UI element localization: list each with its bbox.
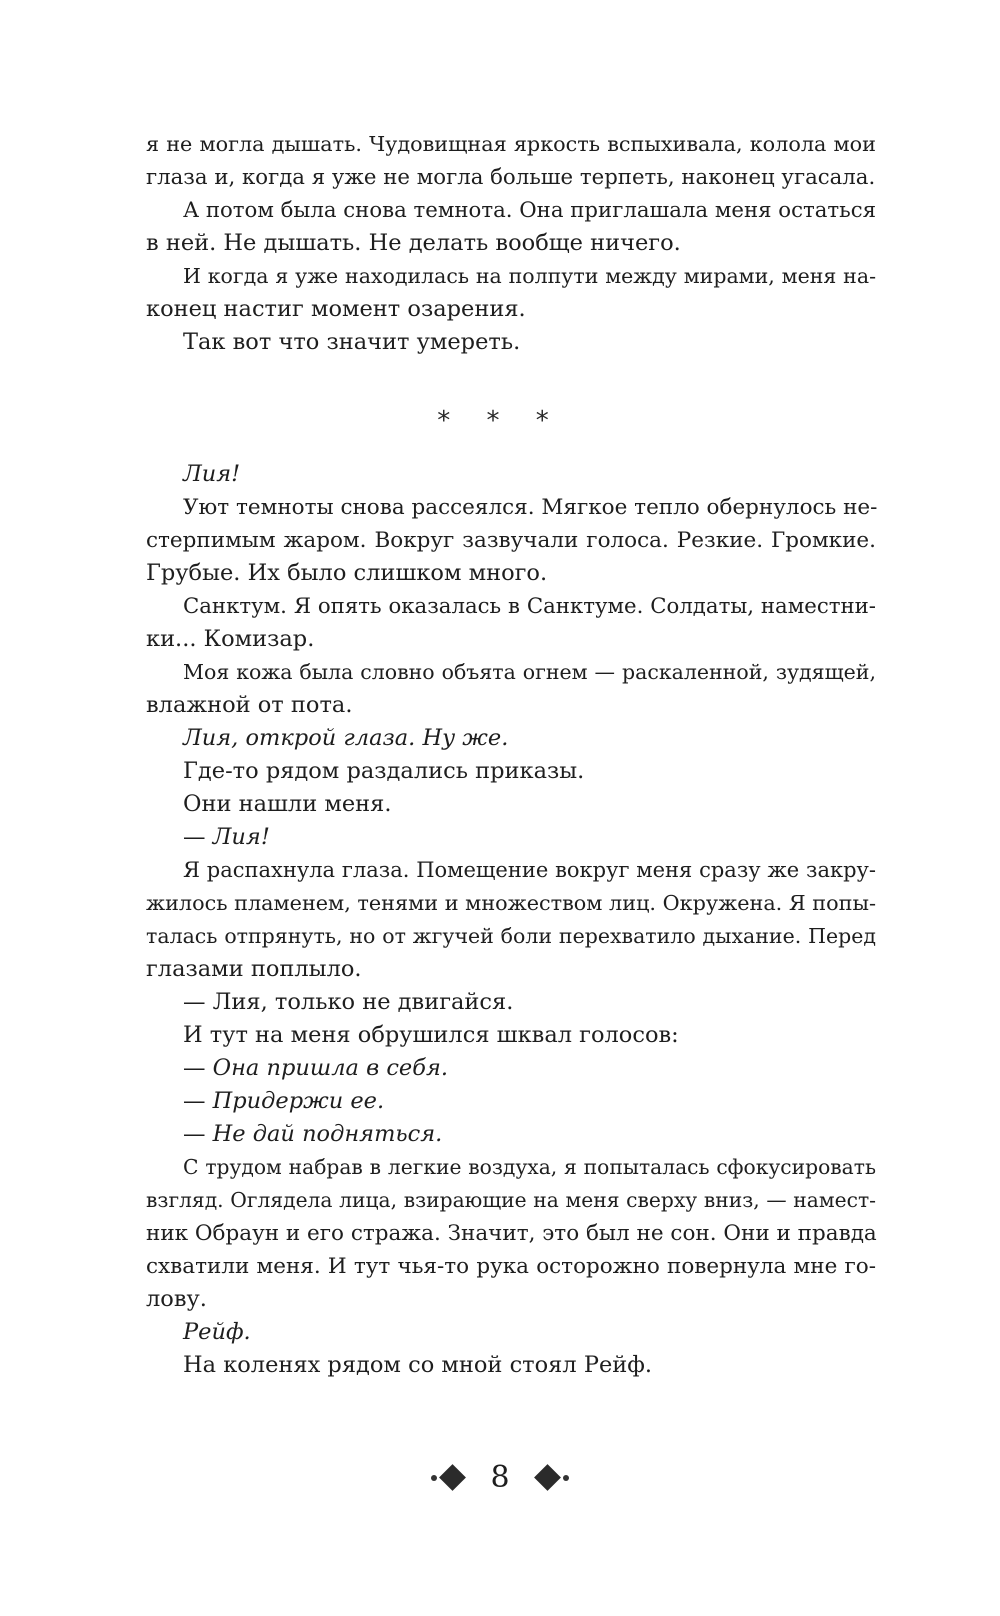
text-line: лову.: [146, 1286, 207, 1312]
text-line: схватили меня. И тут чья-то рука осторожно повернула мне го-: [146, 1254, 876, 1279]
text-line: талась отпрянуть, но от жгучей боли перехватило дыхание. Перед: [146, 924, 876, 948]
text-line: — Лия!: [183, 824, 270, 850]
text-line: — Придержи ее.: [183, 1088, 385, 1114]
text-line: Они нашли меня.: [183, 791, 392, 817]
page-number: 8: [490, 1460, 510, 1495]
text-line: я не могла дышать. Чудовищная яркость вспыхивала, колола мои: [146, 132, 876, 156]
text-line: глазами поплыло.: [146, 956, 362, 982]
text-line: ки... Комизар.: [146, 626, 315, 652]
text-line: Уют темноты снова рассеялся. Мягкое тепло обернулось не-: [183, 495, 878, 520]
text-line: — Она пришла в себя.: [183, 1055, 449, 1081]
text-line: глаза и, когда я уже не могла больше терпеть, наконец угасала.: [146, 165, 876, 190]
text-line: Лия!: [183, 461, 241, 487]
text-line: стерпимым жаром. Вокруг зазвучали голоса. Резкие. Громкие.: [146, 528, 876, 553]
text-line: Так вот что значит умереть.: [183, 329, 521, 355]
text-line: жилось пламенем, тенями и множеством лиц. Окружена. Я попы-: [146, 891, 876, 915]
text-line: И тут на меня обрушился шквал голосов:: [183, 1022, 679, 1048]
text-line: ник Обраун и его стража. Значит, это был не сон. Они и правда: [146, 1221, 877, 1246]
text-line: И когда я уже находилась на полпути между мирами, меня на-: [183, 264, 876, 288]
scene-separator: * * *: [437, 406, 563, 436]
text-line: На коленях рядом со мной стоял Рейф.: [183, 1352, 653, 1378]
text-line: Лия, открой глаза. Ну же.: [183, 725, 509, 751]
text-line: конец настиг момент озарения.: [146, 296, 526, 322]
text-line: Я распахнула глаза. Помещение вокруг меня сразу же закру-: [183, 858, 876, 882]
text-line: А потом была снова темнота. Она приглашала меня остаться: [183, 198, 877, 223]
ornament-left-icon: [431, 1468, 462, 1487]
text-line: С трудом набрав в легкие воздуха, я попыталась сфокусировать: [183, 1155, 876, 1179]
text-section-2: [146, 458, 876, 1382]
text-line: Санктум. Я опять оказалась в Санктуме. Солдаты, наместни-: [183, 594, 876, 619]
text-line: в ней. Не дышать. Не делать вообще ничего.: [146, 230, 681, 256]
text-line: — Не дай подняться.: [183, 1121, 443, 1147]
text-line: Грубые. Их было слишком много.: [146, 560, 548, 586]
text-line: — Лия, только не двигайся.: [183, 989, 514, 1015]
text-line: Где-то рядом раздались приказы.: [183, 758, 585, 784]
text-line: влажной от пота.: [146, 692, 353, 718]
ornament-right-icon: [538, 1468, 569, 1487]
text-line: Рейф.: [183, 1319, 251, 1345]
page-footer: [0, 1460, 1000, 1495]
text-section-1: [146, 128, 876, 359]
text-line: взгляд. Оглядела лица, взирающие на меня сверху вниз, — намест-: [146, 1188, 876, 1212]
text-line: Моя кожа была словно объята огнем — раскаленной, зудящей,: [183, 660, 876, 684]
